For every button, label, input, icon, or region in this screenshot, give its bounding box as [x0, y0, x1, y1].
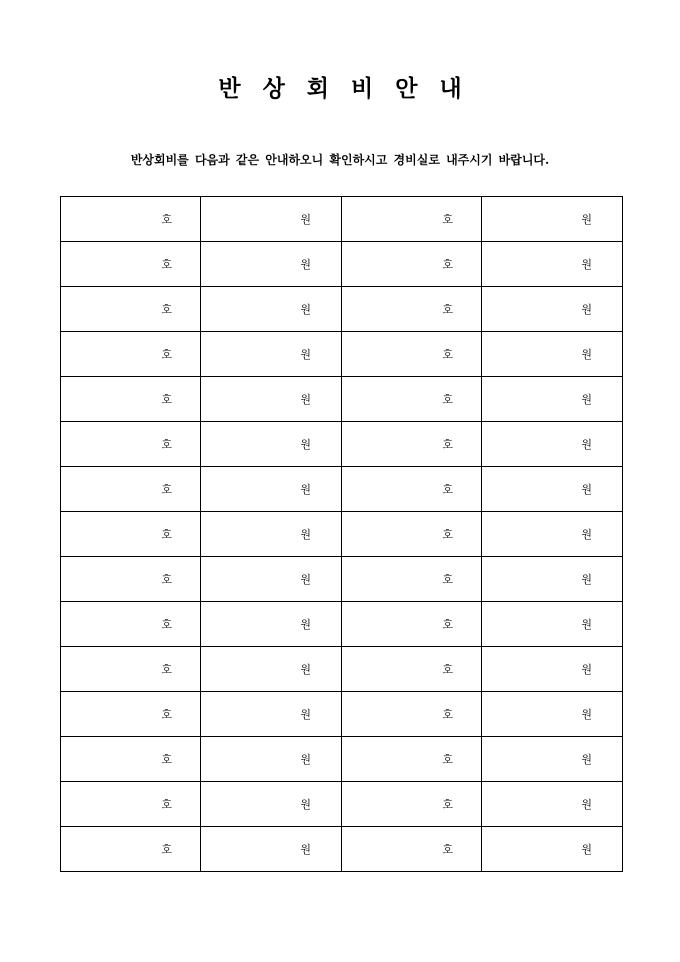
amount-cell: 원 [201, 422, 342, 467]
table-row [61, 782, 623, 827]
table-row [61, 647, 623, 692]
title-char: 상 [262, 75, 285, 102]
table-row [61, 692, 623, 737]
unit-cell: 호 [342, 467, 482, 512]
unit-cell: 호 [61, 422, 201, 467]
unit-cell: 호 [342, 422, 482, 467]
unit-cell: 호 [342, 692, 482, 737]
unit-cell: 호 [61, 602, 201, 647]
unit-cell: 호 [61, 692, 201, 737]
amount-cell: 원 [201, 197, 342, 242]
amount-cell: 원 [482, 692, 623, 737]
table-row [61, 287, 623, 332]
unit-cell: 호 [342, 332, 482, 377]
unit-cell: 호 [342, 197, 482, 242]
unit-cell: 호 [61, 827, 201, 872]
amount-cell: 원 [201, 512, 342, 557]
unit-cell: 호 [342, 602, 482, 647]
amount-cell: 원 [482, 197, 623, 242]
amount-cell: 원 [482, 377, 623, 422]
amount-cell: 원 [201, 242, 342, 287]
unit-cell: 호 [342, 647, 482, 692]
table-row [61, 602, 623, 647]
fee-table-body [61, 197, 623, 872]
instruction-text: 반상회비를 다음과 같은 안내하오니 확인하시고 경비실로 내주시기 바랍니다. [130, 153, 550, 167]
unit-cell: 호 [342, 512, 482, 557]
unit-cell: 호 [61, 377, 201, 422]
amount-cell: 원 [482, 467, 623, 512]
title-char: 비 [351, 75, 374, 102]
amount-cell: 원 [201, 782, 342, 827]
amount-cell: 원 [201, 737, 342, 782]
title-char: 회 [306, 75, 329, 102]
unit-cell: 호 [342, 827, 482, 872]
table-row [61, 557, 623, 602]
table-row [61, 467, 623, 512]
fee-table [60, 196, 623, 872]
amount-cell: 원 [482, 287, 623, 332]
amount-cell: 원 [201, 647, 342, 692]
unit-cell: 호 [61, 782, 201, 827]
unit-cell: 호 [61, 737, 201, 782]
amount-cell: 원 [201, 467, 342, 512]
amount-cell: 원 [482, 332, 623, 377]
title-char: 안 [395, 75, 418, 102]
unit-cell: 호 [342, 782, 482, 827]
table-row [61, 197, 623, 242]
page-title [0, 74, 680, 104]
amount-cell: 원 [482, 242, 623, 287]
table-row [61, 827, 623, 872]
title-char: 내 [439, 75, 462, 102]
unit-cell: 호 [61, 512, 201, 557]
table-row [61, 332, 623, 377]
amount-cell: 원 [482, 557, 623, 602]
table-row [61, 377, 623, 422]
unit-cell: 호 [61, 242, 201, 287]
unit-cell: 호 [61, 647, 201, 692]
amount-cell: 원 [482, 647, 623, 692]
table-row [61, 737, 623, 782]
amount-cell: 원 [201, 827, 342, 872]
amount-cell: 원 [201, 377, 342, 422]
amount-cell: 원 [201, 692, 342, 737]
title-char: 반 [218, 75, 241, 102]
amount-cell: 원 [482, 827, 623, 872]
amount-cell: 원 [201, 557, 342, 602]
amount-cell: 원 [201, 287, 342, 332]
amount-cell: 원 [201, 602, 342, 647]
unit-cell: 호 [61, 557, 201, 602]
amount-cell: 원 [482, 602, 623, 647]
unit-cell: 호 [61, 197, 201, 242]
unit-cell: 호 [342, 242, 482, 287]
amount-cell: 원 [482, 512, 623, 557]
table-row [61, 512, 623, 557]
amount-cell: 원 [482, 737, 623, 782]
amount-cell: 원 [201, 332, 342, 377]
amount-cell: 원 [482, 422, 623, 467]
table-row [61, 242, 623, 287]
unit-cell: 호 [342, 737, 482, 782]
amount-cell: 원 [482, 782, 623, 827]
unit-cell: 호 [342, 287, 482, 332]
unit-cell: 호 [61, 287, 201, 332]
unit-cell: 호 [342, 377, 482, 422]
unit-cell: 호 [61, 467, 201, 512]
table-row [61, 422, 623, 467]
unit-cell: 호 [342, 557, 482, 602]
unit-cell: 호 [61, 332, 201, 377]
